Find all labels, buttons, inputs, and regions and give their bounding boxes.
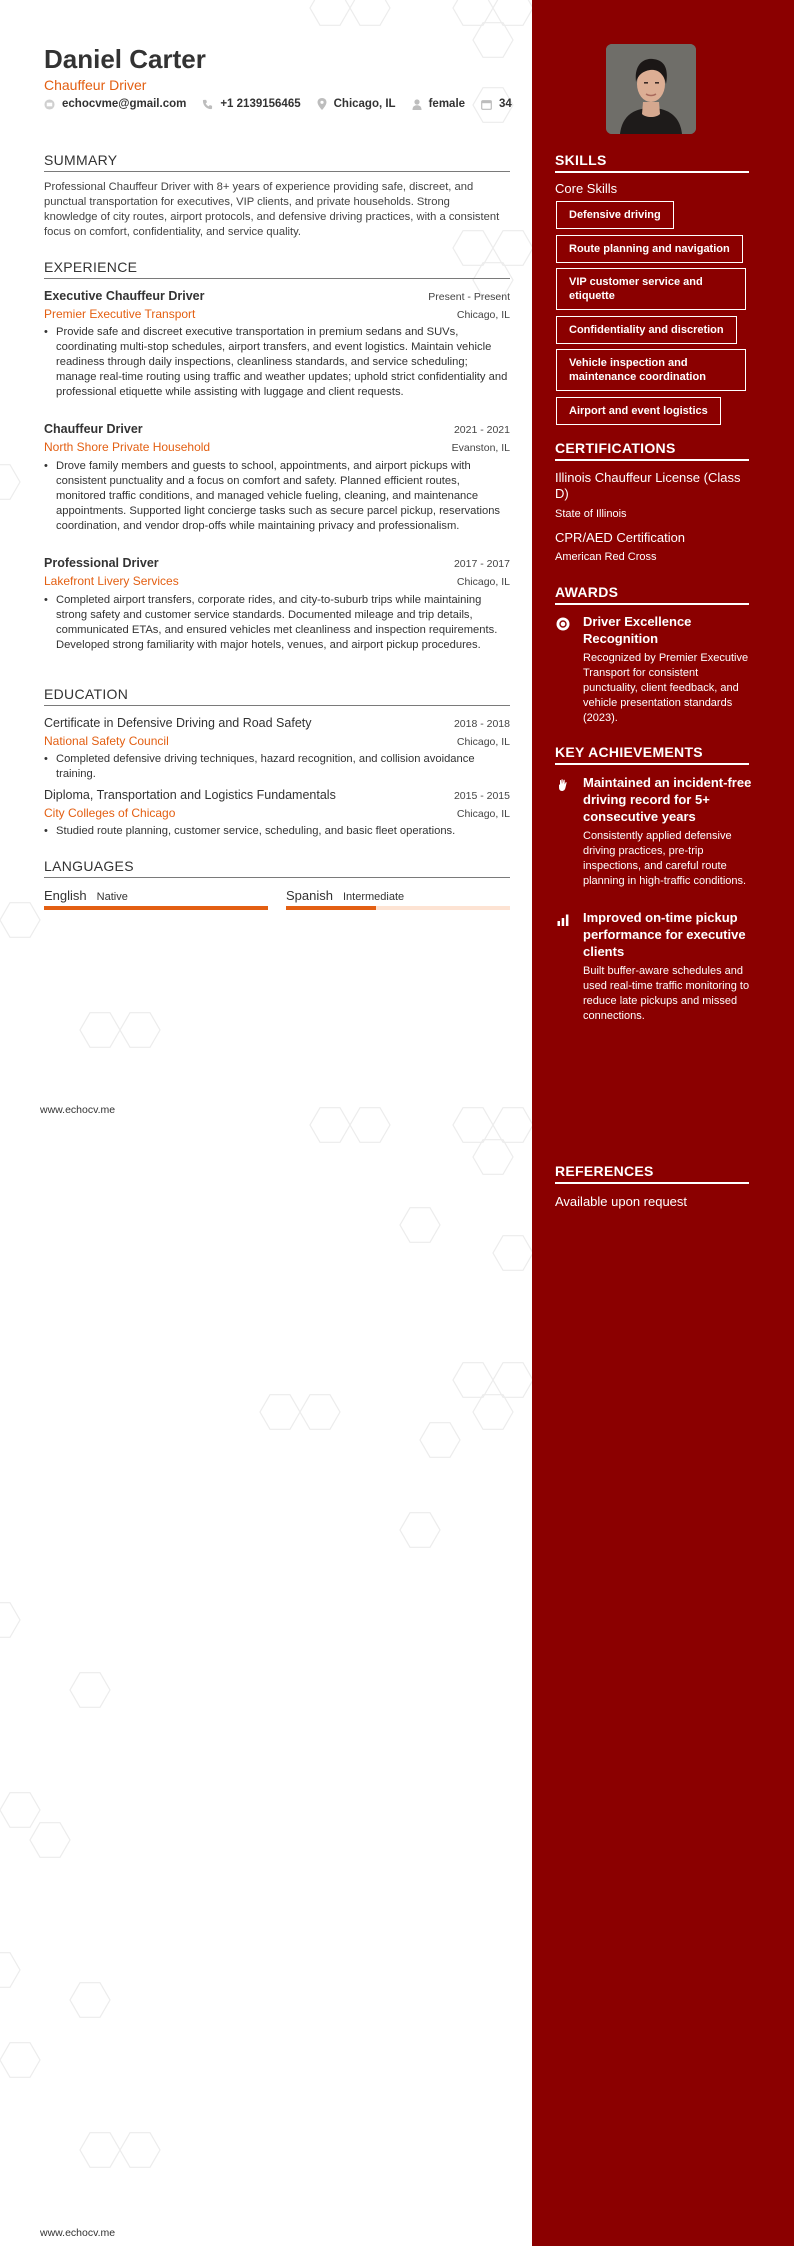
hexagon-shape <box>400 1208 440 1243</box>
language-level: Intermediate <box>342 891 405 903</box>
achievement-description: Consistently applied defensive driving practices, pre-trip inspections, and careful route planning in high-traffic conditions. <box>583 830 747 887</box>
language-name: Spanish <box>286 888 333 903</box>
hexagon-shape <box>0 903 40 938</box>
edu-bullet <box>44 752 510 782</box>
cert-issuer: State of Illinois <box>555 508 627 520</box>
email-icon <box>44 99 55 110</box>
bar-chart-icon <box>556 913 570 927</box>
language-bar <box>286 906 510 910</box>
profile-photo <box>606 44 696 134</box>
contact-age <box>481 98 512 110</box>
job-dates: Present - Present <box>428 291 510 303</box>
edu-degree: Diploma, Transportation and Logistics Fundamentals <box>44 788 336 802</box>
contact-location <box>317 98 396 110</box>
job-company: Lakefront Livery Services <box>44 574 179 588</box>
language-item <box>44 888 268 910</box>
language-bar-fill <box>286 906 376 910</box>
language-item <box>286 888 510 910</box>
hexagon-shape <box>493 1363 532 1398</box>
experience-row <box>44 556 510 570</box>
job-bullet-text: Completed airport transfers, corporate rides, and city-to-suburb trips while maintaining strong safety and customer service standards. Documented mileage and trip details, communicated ETAs, and ensured vehicles met cleanliness and inspection requirements. Developed strong familiarity with major hotels, venues, and airport pickup procedures. <box>56 594 498 651</box>
job-location: Chicago, IL <box>456 309 510 321</box>
skills-heading: SKILLS <box>555 152 749 173</box>
hexagon-shape <box>260 1395 300 1430</box>
achievements-heading: KEY ACHIEVEMENTS <box>555 744 749 765</box>
achievement-description: Built buffer-aware schedules and used real-time traffic monitoring to reduce late pickups and missed connections. <box>583 965 750 1022</box>
cert-name: CPR/AED Certification <box>555 530 686 545</box>
job-role: Executive Chauffeur Driver <box>44 289 205 303</box>
references-heading: REFERENCES <box>555 1163 749 1184</box>
portrait-image <box>606 44 696 134</box>
hexagon-shape <box>400 1513 440 1548</box>
contact-phone[interactable] <box>202 98 300 110</box>
hexagon-shape <box>453 1363 493 1398</box>
hexagon-shape <box>120 2133 160 2168</box>
bullet-dot: • <box>44 460 48 472</box>
hexagon-shape <box>0 1953 20 1988</box>
edu-school: National Safety Council <box>44 734 169 748</box>
language-bar <box>44 906 268 910</box>
skill-tag: Route planning and navigation <box>556 235 743 263</box>
hexagon-shape <box>453 0 493 25</box>
calendar-icon <box>481 99 492 110</box>
medal-icon <box>556 617 570 631</box>
edu-school: City Colleges of Chicago <box>44 806 176 820</box>
hexagon-shape <box>493 1236 532 1271</box>
hexagon-shape <box>0 1793 40 1828</box>
job-company: North Shore Private Household <box>44 440 211 454</box>
experience-row <box>44 440 510 454</box>
experience-row <box>44 574 510 588</box>
contact-gender <box>412 98 465 110</box>
phone-icon <box>202 99 213 110</box>
hexagon-shape <box>473 23 513 58</box>
language-bar-fill <box>44 906 268 910</box>
edu-location: Chicago, IL <box>456 808 510 820</box>
hexagon-shape <box>473 1395 513 1430</box>
contact-gender-text: female <box>428 98 466 110</box>
hexagon-shape <box>420 1423 460 1458</box>
hexagon-shape <box>350 0 390 25</box>
bullet-dot: • <box>44 326 48 338</box>
contact-location-text: Chicago, IL <box>333 98 396 110</box>
edu-dates: 2018 - 2018 <box>453 718 510 730</box>
job-role: Chauffeur Driver <box>44 422 143 436</box>
job-bullet <box>44 325 510 400</box>
hand-icon <box>556 778 570 792</box>
bullet-dot: • <box>44 594 48 606</box>
edu-bullet-text: Studied route planning, customer service, scheduling, and basic fleet operations. <box>56 825 456 837</box>
hexagon-shape <box>310 1108 350 1143</box>
job-location: Evanston, IL <box>451 442 510 454</box>
edu-location: Chicago, IL <box>456 736 510 748</box>
hexagon-shape <box>80 2133 120 2168</box>
hexagon-shape <box>0 465 20 500</box>
hexagon-shape <box>120 1013 160 1048</box>
summary-text: Professional Chauffeur Driver with 8+ years of experience providing safe, discreet, and punctual transportation for executives, VIP clients, and private households. Strong knowledge of city routes, airport protocols, and defensive driving practices, with a consistent focus on comfort, confidentiality, and service quality. <box>44 181 500 238</box>
contact-bar <box>44 98 528 110</box>
award-description: Recognized by Premier Executive Transport for consistent punctuality, client feedback, and vehicle presentation standards (2023). <box>583 652 749 724</box>
certifications-heading: CERTIFICATIONS <box>555 440 749 461</box>
education-heading: EDUCATION <box>44 686 510 706</box>
summary-heading: SUMMARY <box>44 152 510 172</box>
job-bullet <box>44 593 510 653</box>
cert-issuer: American Red Cross <box>555 551 657 563</box>
contact-phone-text: +1 2139156465 <box>220 98 301 110</box>
edu-dates: 2015 - 2015 <box>453 790 510 802</box>
edu-degree: Certificate in Defensive Driving and Road Safety <box>44 716 312 730</box>
footer-website[interactable]: www.echocv.me <box>40 2227 116 2239</box>
job-bullet-text: Provide safe and discreet executive transportation in premium sedans and SUVs, coordinating multi-stop schedules, airport transfers, and event logistics. Maintain vehicle readiness through daily inspections, cleanliness standards, and service scheduling; manage real-time routing using traffic and weather updates; uphold strict confidentiality and professional etiquette while assisting with luggage and client requests. <box>56 326 508 398</box>
language-list <box>44 888 510 910</box>
achievement-title: Improved on-time pickup performance for executive clients <box>583 910 746 959</box>
footer-website[interactable]: www.echocv.me <box>40 1104 116 1116</box>
hexagon-shape <box>300 1395 340 1430</box>
experience-row <box>44 307 510 321</box>
hexagon-shape <box>70 1983 110 2018</box>
hexagon-shape <box>310 0 350 25</box>
cert-name: Illinois Chauffeur License (Class D) <box>555 470 741 501</box>
education-row <box>44 734 510 748</box>
contact-age-text: 34 <box>499 98 512 110</box>
hexagon-shape <box>473 1140 513 1175</box>
location-icon <box>317 98 327 110</box>
education-row <box>44 806 510 820</box>
edu-bullet-text: Completed defensive driving techniques, hazard recognition, and collision avoidance training. <box>56 753 475 780</box>
job-bullet <box>44 459 510 534</box>
candidate-name: Daniel Carter <box>44 44 206 74</box>
job-bullet-text: Drove family members and guests to school, appointments, and airport pickups with consistent punctuality and a focus on comfort and safety. Planned efficient routes, monitored traffic conditions, and managed vehicle fueling, cleaning, and maintenance appointments. Supported light concierge tasks such as secure parcel pickup, reservations coordination, and vendor drop-offs while maintaining privacy and professionalism. <box>56 460 501 532</box>
person-icon <box>412 99 422 110</box>
job-location: Chicago, IL <box>456 576 510 588</box>
job-role: Professional Driver <box>44 556 159 570</box>
hexagon-shape <box>80 1013 120 1048</box>
language-level: Native <box>96 891 128 903</box>
job-company: Premier Executive Transport <box>44 307 196 321</box>
skill-tag: Airport and event logistics <box>556 397 721 425</box>
experience-heading: EXPERIENCE <box>44 259 510 279</box>
bullet-dot: • <box>44 753 48 765</box>
hexagon-shape <box>0 2043 40 2078</box>
contact-email-text: echocvme@gmail.com <box>62 98 187 110</box>
skill-tag: Vehicle inspection and maintenance coordination <box>556 349 746 391</box>
hexagon-shape <box>453 1108 493 1143</box>
hexagon-shape <box>493 0 532 25</box>
skill-tag: Defensive driving <box>556 201 674 229</box>
hexagon-shape <box>350 1108 390 1143</box>
job-dates: 2017 - 2017 <box>453 558 510 570</box>
experience-row <box>44 422 510 436</box>
hexagon-shape <box>30 1823 70 1858</box>
award-title: Driver Excellence Recognition <box>583 614 692 646</box>
bullet-dot: • <box>44 825 48 837</box>
job-dates: 2021 - 2021 <box>453 424 510 436</box>
experience-row <box>44 289 510 303</box>
achievement-title: Maintained an incident-free driving record for 5+ consecutive years <box>583 775 752 824</box>
skill-tag: Confidentiality and discretion <box>556 316 737 344</box>
education-row <box>44 716 510 730</box>
edu-bullet <box>44 824 510 839</box>
contact-email[interactable] <box>44 98 186 110</box>
hexagon-shape <box>493 1108 532 1143</box>
language-name: English <box>44 888 87 903</box>
awards-heading: AWARDS <box>555 584 749 605</box>
languages-heading: LANGUAGES <box>44 858 510 878</box>
education-row <box>44 788 510 802</box>
skill-tag: VIP customer service and etiquette <box>556 268 746 310</box>
candidate-title: Chauffeur Driver <box>44 77 147 93</box>
hexagon-shape <box>70 1673 110 1708</box>
references-text: Available upon request <box>555 1194 688 1209</box>
hexagon-shape <box>0 1603 20 1638</box>
skills-subheading: Core Skills <box>555 181 618 196</box>
